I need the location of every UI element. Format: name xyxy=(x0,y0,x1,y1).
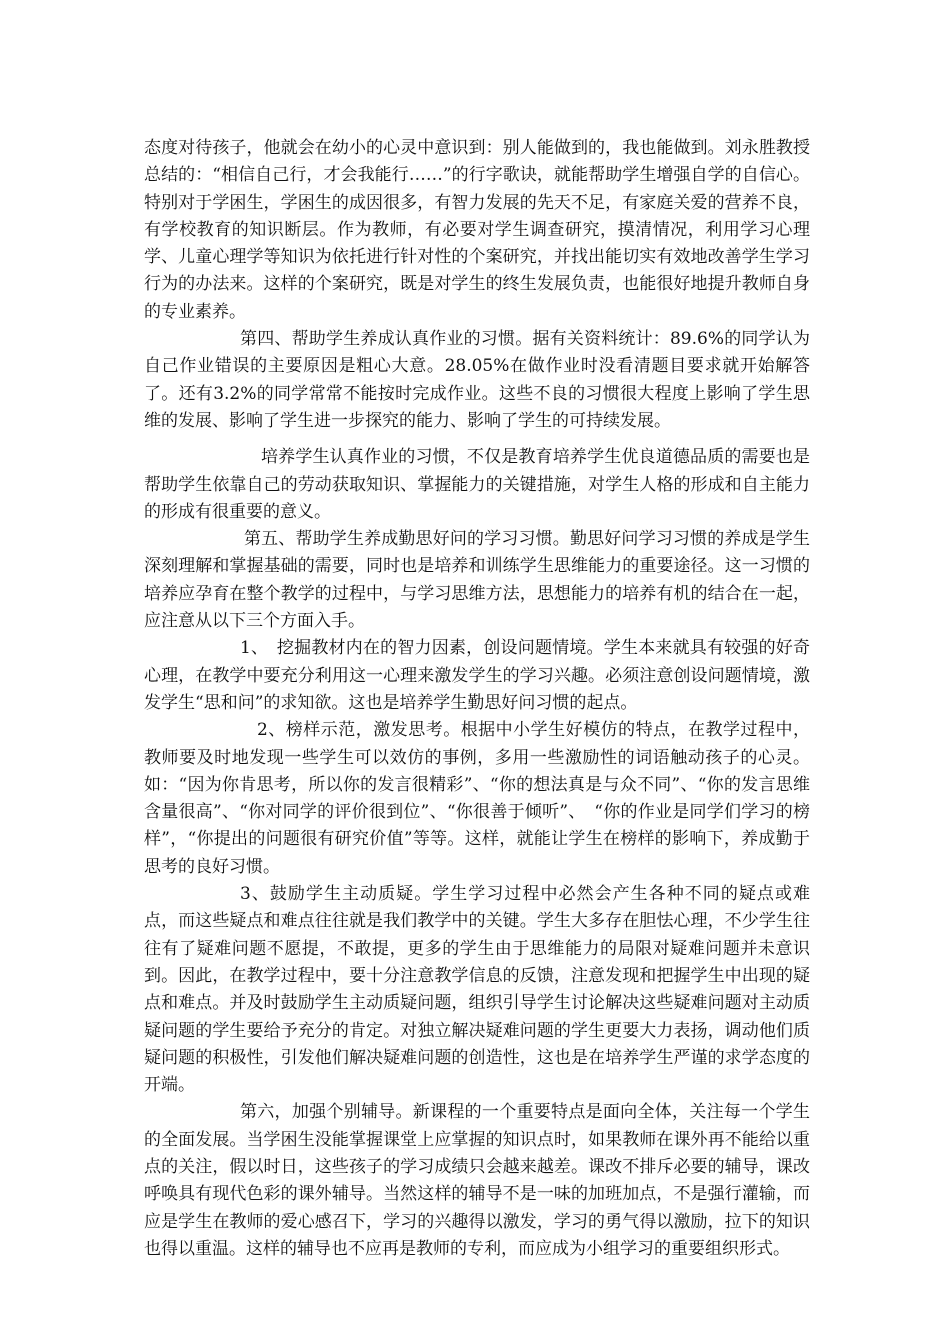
paragraph-point-2-role-model: 2、榜样示范，激发思考。根据中小学生好模仿的特点，在教学过程中，教师要及时地发现一些学生可以效仿的事例，多用一些激励性的词语触动孩子的心灵。如：“因为你肯思考，所以你的发言很精彩”、“你的想法真是与众不同”、“你的发言思维含量很高”、“你对同学的评价很到位”、“你很善于倾听”、 “你的作业是同学们学习的榜样”，“你提出的问题很有研究价值”等等。这样，就能让学生在榜样的影响下，养成勤于思考的良好习惯。 xyxy=(144,720,810,877)
paragraph-point-3-questioning: 3、鼓励学生主动质疑。学生学习过程中必然会产生各种不同的疑点或难点，而这些疑点和难点往往就是我们教学中的关键。学生大多存在胆怯心理，不少学生往往有了疑难问题不愿提，不敢提，更多的学生由于思维能力的局限对疑难问题并未意识到。因此，在教学过程中，要十分注意教学信息的反馈，注意发现和把握学生中出现的疑点和难点。并及时鼓励学生主动质疑问题，组织引导学生讨论解决这些疑难问题对主动质疑问题的学生要给予充分的肯定。对独立解决疑难问题的学生更要大力表扬，调动他们质疑问题的积极性，引发他们解决疑难问题的创造性，这也是在培养学生严谨的求学态度的开端。 xyxy=(144,884,810,1096)
paragraph-self-confidence: 态度对待孩子，他就会在幼小的心灵中意识到：别人能做到的，我也能做到。刘永胜教授总结的：“相信自己行，才会我能行……”的行字歌诀，就能帮助学生增强自学的自信心。特别对于学困生，学困生的成因很多，有智力发展的先天不足，有家庭关爱的营养不良，有学校教育的知识断层。作为教师，有必要对学生调查研究，摸清情况，利用学习心理学、儿童心理学等知识为依托进行针对性的个案研究，并找出能切实有效地改善学生学习行为的办法来。这样的个案研究，既是对学生的终生发展负责，也能很好地提升教师自身的专业素养。 xyxy=(144,138,810,322)
paragraph-point-1-problem-situation: 1、 挖掘教材内在的智力因素，创设问题情境。学生本来就具有较强的好奇心理，在教学中要充分利用这一心理来激发学生的学习兴趣。必须注意创设问题情境，激发学生“思和问”的求知欲。这也是培养学生勤思好问习惯的起点。 xyxy=(144,638,810,713)
paragraph-homework-habit: 第四、帮助学生养成认真作业的习惯。据有关资料统计：89.6%的同学认为自己作业错误的主要原因是粗心大意。28.05%在做作业时没看清题目要求就开始解答了。还有3.2%的同学常常不能按时完成作业。这些不良的习惯很大程度上影响了学生思维的发展、影响了学生进一步探究的能力、影响了学生的可持续发展。 xyxy=(144,329,810,431)
document-page xyxy=(144,135,810,1263)
paragraph-individual-tutoring: 第六，加强个别辅导。新课程的一个重要特点是面向全体，关注每一个学生的全面发展。当学困生没能掌握课堂上应掌握的知识点时，如果教师在课外再不能给以重点的关注，假以时日，这些孩子的学习成绩只会越来越差。课改不排斥必要的辅导，课改呼唤具有现代色彩的课外辅导。当然这样的辅导不是一味的加班加点，不是强行灌输，而应是学生在教师的爱心感召下，学习的兴趣得以激发，学习的勇气得以激励，拉下的知识也得以重温。这样的辅导也不应再是教师的专利，而应成为小组学习的重要组织形式。 xyxy=(144,1102,810,1259)
paragraph-homework-significance: 培养学生认真作业的习惯，不仅是教育培养学生优良道德品质的需要也是帮助学生依靠自己的劳动获取知识、掌握能力的关键措施，对学生人格的形成和自主能力的形成有很重要的意义。 xyxy=(144,447,810,522)
paragraph-thinking-habit: 第五、帮助学生养成勤思好问的学习习惯。勤思好问学习习惯的养成是学生深刻理解和掌握基础的需要，同时也是培养和训练学生思维能力的重要途径。这一习惯的培养应孕育在整个教学的过程中，与学习思维方法，思想能力的培养有机的结合在一起，应注意从以下三个方面入手。 xyxy=(144,529,810,632)
